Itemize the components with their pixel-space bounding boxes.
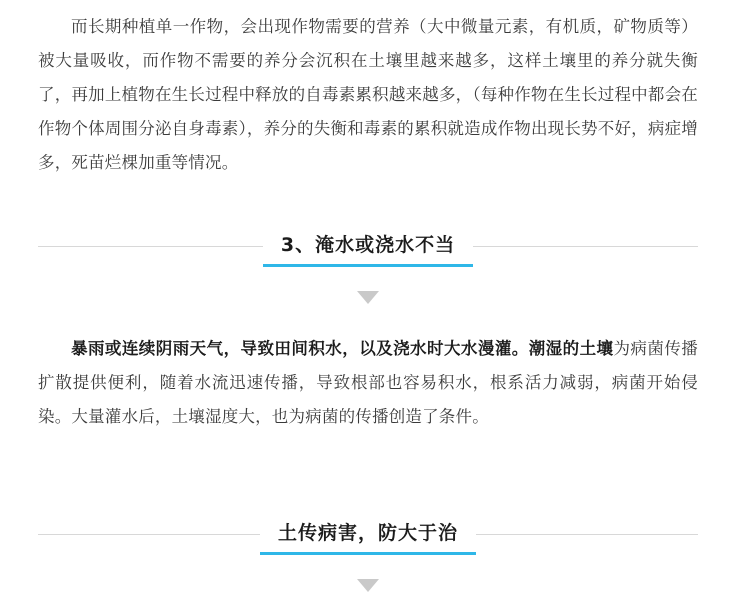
section-3-arrow xyxy=(0,291,736,304)
section-heading-3-text: 3、淹水或浇水不当 xyxy=(263,230,473,267)
heading-rule-right-2 xyxy=(476,534,698,535)
section-heading-3 xyxy=(0,228,736,265)
section-closing-arrow xyxy=(0,579,736,592)
heading-rule-left-2 xyxy=(38,534,260,535)
heading-rule-right xyxy=(473,246,698,247)
section-3-body-text: 为病菌传播扩散提供便利，随着水流迅速传播，导致根部也容易积水，根系活力减弱，病菌开始侵染。大量灌水后，土壤湿度大，也为病菌的传播创造了条件。 xyxy=(38,339,698,426)
paragraph-intro: 而长期种植单一作物，会出现作物需要的营养（大中微量元素，有机质，矿物质等）被大量吸收，而作物不需要的养分会沉积在土壤里越来越多，这样土壤里的养分就失衡了，再加上植物在生长过程中释放的自毒素累积越来越多，（每种作物在生长过程中都会在作物个体周围分泌自身毒素），养分的失衡和毒素的累积就造成作物出现长势不好，病症增多，死苗烂棵加重等情况。 xyxy=(38,17,698,172)
spacer xyxy=(0,434,736,468)
triangle-down-icon xyxy=(357,579,379,592)
section-heading-closing xyxy=(0,516,736,553)
triangle-down-icon xyxy=(357,291,379,304)
section-3-lead-text: 暴雨或连续阴雨天气，导致田间积水，以及浇水时大水漫灌。潮湿的土壤 xyxy=(71,339,614,358)
section-3-body xyxy=(0,332,736,434)
paragraph-section-3 xyxy=(0,332,736,434)
heading-rule-left xyxy=(38,246,263,247)
section-heading-closing-text: 土传病害，防大于治 xyxy=(260,518,476,555)
